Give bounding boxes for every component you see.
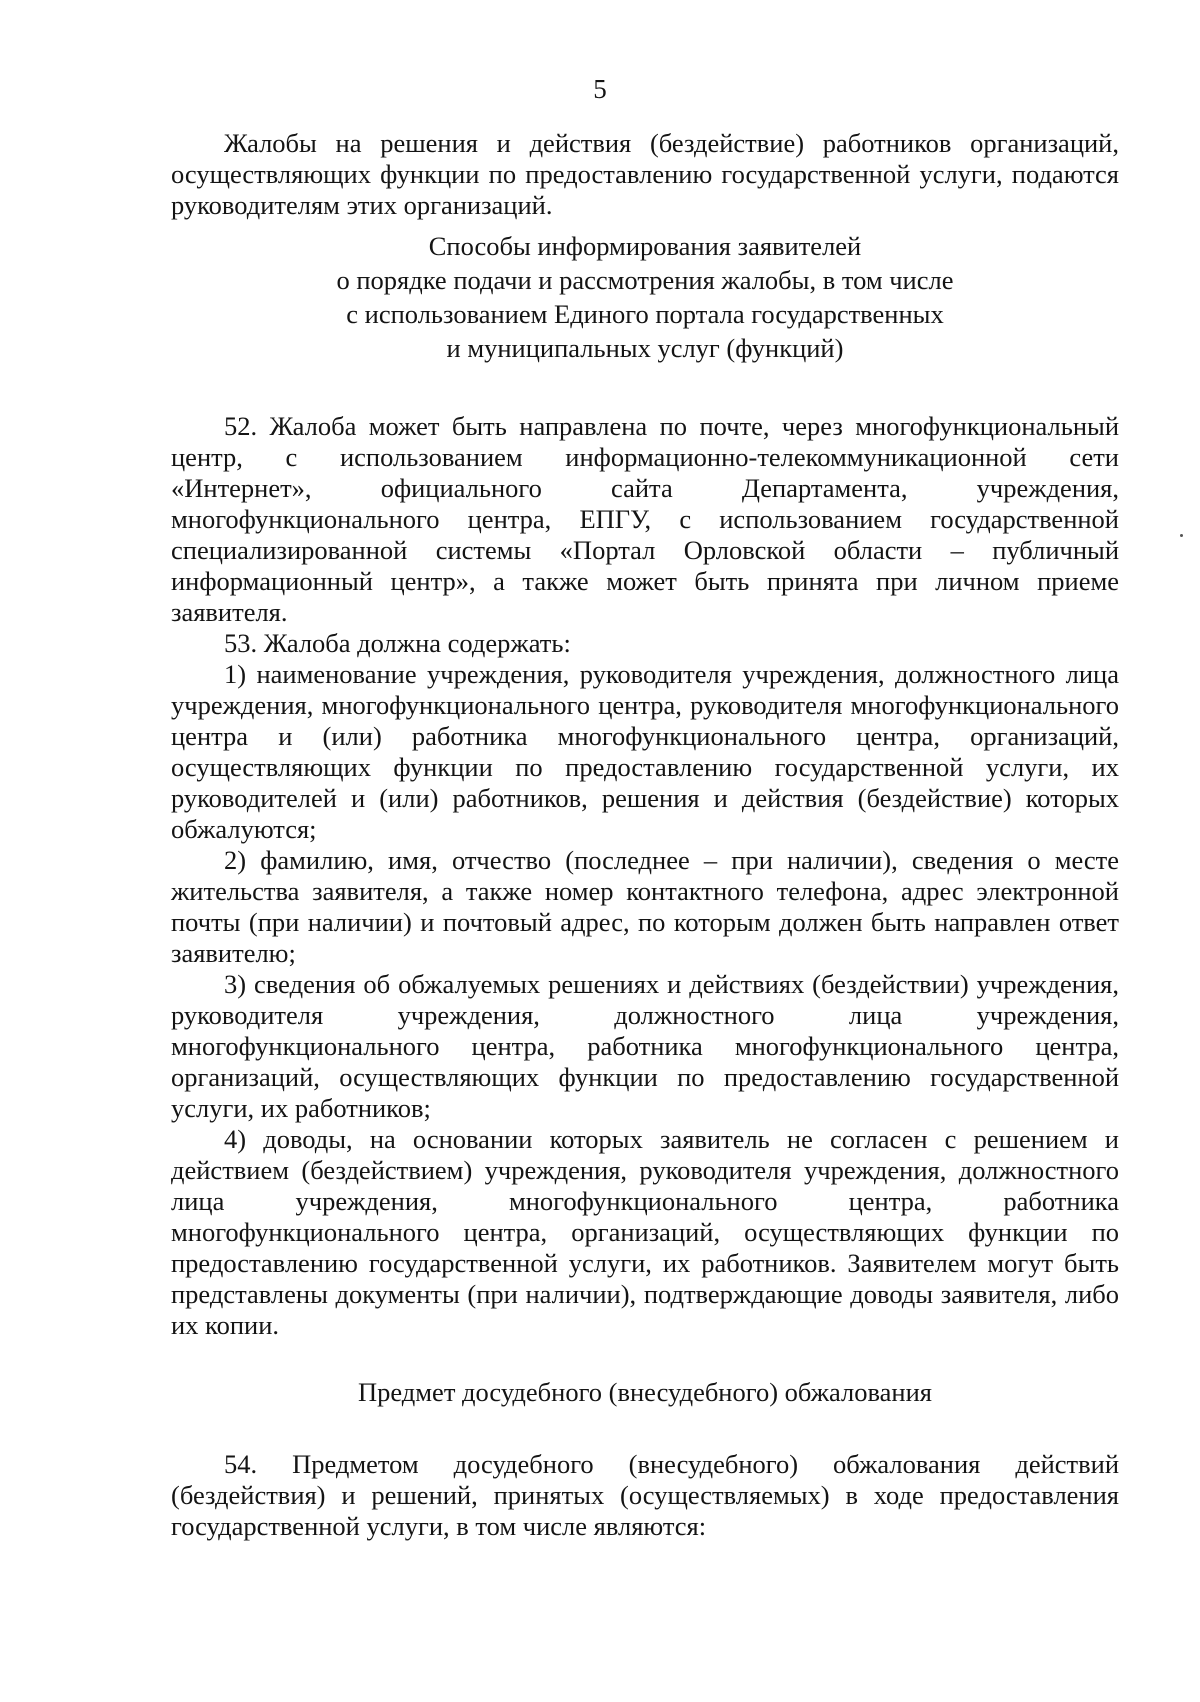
list-item-4: 4) доводы, на основании которых заявитель не согласен с решением и действием (бездействием) учреждения, руководителя учреждения, должностного лица учреждения, многофункционального центра, работника многофункционального центра, организаций, осуществляющих функции по предоставлению государственной услуги, их работников. Заявителем могут быть представлены документы (при наличии), подтверждающие доводы заявителя, либо их копии. (171, 1124, 1119, 1340)
list-item-1: 1) наименование учреждения, руководителя учреждения, должностного лица учреждения, многофункционального центра, руководителя многофункционального центра и (или) работника многофункционального центра, организаций, осуществляющих функции по предоставлению государственной услуги, их руководителей и (или) работников, решения и действия (бездействие) которых обжалуются; (171, 659, 1119, 844)
list-item-2: 2) фамилию, имя, отчество (последнее – при наличии), сведения о месте жительства заявителя, а также номер контактного телефона, адрес электронной почты (при наличии) и почтовый адрес, по которым должен быть направлен ответ заявителю; (171, 845, 1119, 968)
section-heading-informing (171, 229, 1119, 365)
paragraph-52: 52. Жалоба может быть направлена по почте, через многофункциональный центр, с использованием информационно-телекоммуникационной сети «Интернет», официального сайта Департамента, учреждения, многофункционального центра, ЕПГУ, с использованием государственной специализированной системы «Портал Орловской области – публичный информационный центр», а также может быть принята при личном приеме заявителя. (171, 411, 1119, 627)
heading-line: и муниципальных услуг (функций) (446, 333, 844, 363)
paragraph-53: 53. Жалоба должна содержать: (224, 628, 571, 658)
paragraph-54: 54. Предметом досудебного (внесудебного) обжалования действий (бездействия) и решений, принятых (осуществляемых) в ходе предоставления государственной услуги, в том числе являются: (171, 1449, 1119, 1541)
section-heading-subject (171, 1375, 1119, 1409)
heading-line: с использованием Единого портала государственных (346, 299, 944, 329)
intro-paragraph: Жалобы на решения и действия (бездействие) работников организаций, осуществляющих функции по предоставлению государственной услуги, подаются руководителям этих организаций. (171, 128, 1119, 220)
heading-line: Предмет досудебного (внесудебного) обжалования (358, 1377, 932, 1407)
intro-block (171, 128, 1119, 221)
section-body-complaint (171, 411, 1119, 1341)
heading-line: о порядке подачи и рассмотрения жалобы, в том числе (336, 265, 954, 295)
page-number: 5 (593, 74, 607, 104)
heading-line: Способы информирования заявителей (428, 231, 862, 261)
scan-speck (1180, 534, 1183, 537)
list-item-3: 3) сведения об обжалуемых решениях и действиях (бездействии) учреждения, руководителя учреждения, должностного лица учреждения, многофункционального центра, работника многофункционального центра, организаций, осуществляющих функции по предоставлению государственной услуги, их работников; (171, 969, 1119, 1123)
section-body-subject (171, 1449, 1119, 1542)
